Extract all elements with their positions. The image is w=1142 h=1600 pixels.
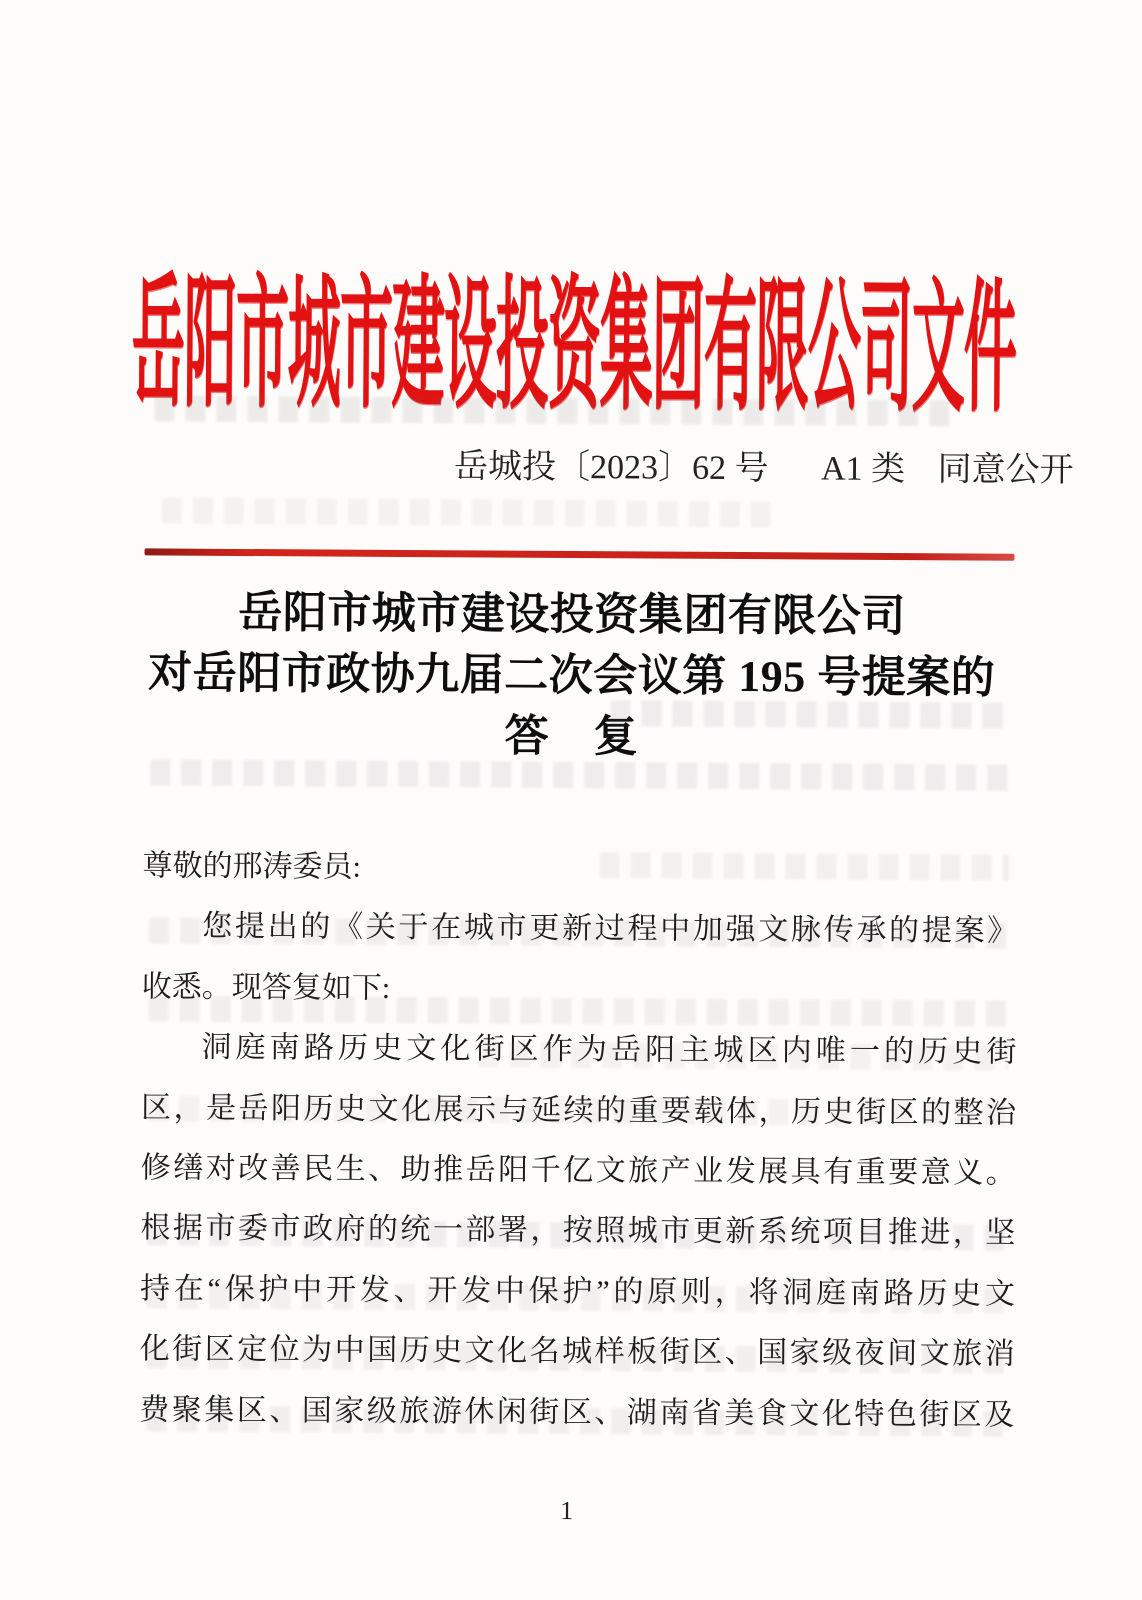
doc-number-line [454, 446, 1074, 492]
red-separator-line [144, 548, 1014, 560]
letterhead [3, 229, 1142, 431]
document-body [139, 836, 1018, 1445]
body-line: 区，是岳阳历史文化展示与延续的重要载体，历史街区的整治 [141, 1090, 1017, 1130]
body-line: 持在“保护中开发、开发中保护”的原则，将洞庭南路历史文 [139, 1272, 1016, 1311]
bleedthrough-line [162, 497, 782, 527]
body-line: 收悉。现答复如下: [141, 970, 391, 1005]
title-line-2: 对岳阳市政协九届二次会议第 195 号提案的 [148, 648, 996, 703]
body-line: 您提出的《关于在城市更新过程中加强文脉传承的提案》 [202, 910, 1018, 949]
body-line: 修缮对改善民生、助推岳阳千亿文旅产业发展具有重要意义。 [140, 1151, 1016, 1190]
letterhead-title: 岳阳市城市建设投资集团有限公司文件 [131, 267, 1017, 431]
body-line: 化街区定位为中国历史文化名城样板街区、国家级夜间文旅消 [139, 1332, 1015, 1371]
body-line: 洞庭南路历史文化街区作为岳阳主城区内唯一的历史街 [201, 1030, 1017, 1069]
doc-number: 岳城投〔2023〕62 号 [453, 448, 769, 488]
doc-classification: A1 类 [820, 450, 906, 489]
salutation: 尊敬的邢涛委员: [142, 849, 362, 884]
title-line-1: 岳阳市城市建设投资集团有限公司 [238, 587, 907, 642]
body-line: 根据市委市政府的统一部署，按照城市更新系统项目推进，坚 [140, 1211, 1016, 1251]
body-line: 费聚集区、国家级旅游休闲街区、湖南省美食文化特色街区及 [139, 1392, 1015, 1432]
doc-publicity: 同意公开 [937, 451, 1074, 490]
title-line-3: 答 复 [504, 711, 639, 762]
page-number: 1 [560, 1495, 574, 1526]
document-title [0, 581, 1142, 771]
